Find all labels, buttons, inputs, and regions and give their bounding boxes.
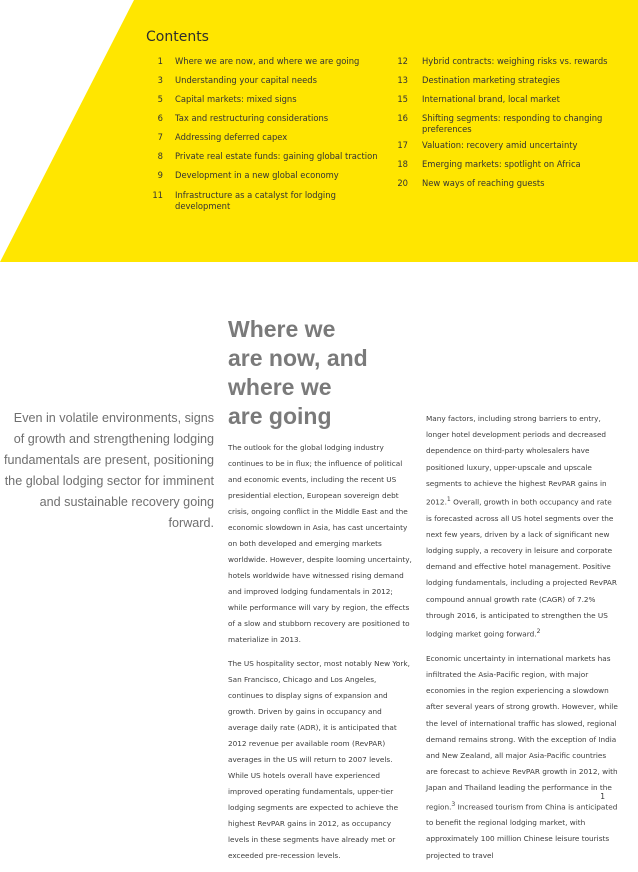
toc-entry[interactable] <box>388 113 620 135</box>
toc-title: International brand, local market <box>422 94 560 104</box>
toc-page-number: 20 <box>397 178 408 188</box>
toc-page-number: 11 <box>152 190 163 200</box>
article-paragraph <box>426 411 618 643</box>
toc-title: Tax and restructuring considerations <box>175 113 329 123</box>
footnote-ref: 3 <box>451 800 456 808</box>
contents-title: Contents <box>146 29 209 45</box>
toc-title: Private real estate funds: gaining global traction <box>175 151 378 161</box>
toc-title: New ways of reaching guests <box>422 178 545 188</box>
article-middle-column <box>228 440 413 872</box>
toc-entry[interactable] <box>140 151 380 162</box>
toc-page-number: 6 <box>157 113 163 123</box>
toc-title: Understanding your capital needs <box>175 75 317 85</box>
toc-page-number: 7 <box>157 132 163 142</box>
toc-entry[interactable] <box>140 113 380 124</box>
toc-title: Emerging markets: spotlight on Africa <box>422 159 581 169</box>
toc-page-number: 17 <box>397 140 408 150</box>
toc-page-number: 5 <box>157 94 163 104</box>
toc-page-number: 16 <box>397 113 408 123</box>
footnote-ref: 1 <box>446 496 451 504</box>
toc-title: Infrastructure as a catalyst for lodging development <box>175 190 336 211</box>
toc-title: Capital markets: mixed signs <box>175 94 297 104</box>
diagonal-white-corner <box>0 0 134 262</box>
headline-line: are now, and <box>228 345 368 371</box>
toc-entry[interactable] <box>388 140 620 151</box>
article-paragraph: The US hospitality sector, most notably New York, San Francisco, Chicago and Los Angeles, continues to display signs of expansion and growth. Driven by gains in occupancy and average daily rate (ADR), it is anticipated that 2012 revenue per available room (RevPAR) averages in the US will return to 2007 levels. While US hotels overall have experienced improved operating fundamentals, upper-tier lodging segments are expected to achieve the highest RevPAR gains in 2012, as occupancy levels in these segments have already met or exceeded pre-recession levels. <box>228 659 410 860</box>
toc-title: Shifting segments: responding to changing preferences <box>422 113 603 134</box>
article-paragraph <box>426 651 618 864</box>
article-right-column <box>426 411 618 872</box>
toc-entry[interactable] <box>140 94 380 105</box>
toc-entry[interactable] <box>388 178 620 189</box>
toc-entry[interactable] <box>388 94 620 105</box>
footnote-ref: 2 <box>536 628 541 636</box>
toc-title: Destination marketing strategies <box>422 75 560 85</box>
toc-title: Hybrid contracts: weighing risks vs. rewards <box>422 56 608 66</box>
toc-title: Addressing deferred capex <box>175 132 288 142</box>
headline-line: Where we <box>228 316 336 342</box>
toc-entry[interactable] <box>140 75 380 86</box>
paragraph-text: Economic uncertainty in international markets has infiltrated the Asia-Pacific region, with major economies in the region experiencing a slowdown after several years of strong growth. However, while the level of international traffic has slowed, regional demand remains strong. With the exception of India and New Zealand, all major Asia-Pacific countries are forecast to achieve RevPAR growth in 2012, with Japan and Thailand leading the performance in the region. <box>426 653 618 811</box>
paragraph-text: Overall, growth in both occupancy and rate is forecasted across all US hotel segments over the next few years, driven by a lack of significant new lodging supply, a recovery in leisure and corporate demand and effective hotel management. Positive lodging fundamentals, including a projected RevPAR compound annual growth rate (CAGR) of 7.2% through 2016, is anticipated to strengthen the US lodging market going forward. <box>426 497 617 639</box>
article-paragraph: The outlook for the global lodging industry continues to be in flux; the influence of political and economic events, including the recent US presidential election, European sovereign debt crisis, ongoing conflict in the Middle East and the economic slowdown in Asia, has cast uncertainty on both developed and emerging markets worldwide. However, despite looming uncertainty, hotels worldwide have witnessed rising demand and improved lodging fundamentals in 2012; while performance will vary by region, the effects of a slow and stubborn recovery are positioned to materialize in 2013. <box>228 443 412 644</box>
toc-entry[interactable] <box>388 56 620 67</box>
page-number: 1 <box>600 792 605 801</box>
toc-title: Development in a new global economy <box>175 170 339 180</box>
toc-entry[interactable] <box>388 75 620 86</box>
toc-entry[interactable] <box>140 56 380 67</box>
pull-quote: Even in volatile environments, signs of growth and strengthening lodging fundamentals are present, positioning the global lodging sector for imminent and sustainable recovery going forward. <box>3 411 214 530</box>
paragraph-text: Many factors, including strong barriers to entry, longer hotel development periods and decreased dependence on third-party wholesalers have positioned luxury, upper-upscale and upscale segments to achieve the highest RevPAR gains in 2012. <box>426 414 607 507</box>
paragraph-text: Increased tourism from China is anticipated to benefit the regional lodging market, with approximately 100 million Chinese leisure tourists projected to travel <box>426 801 618 860</box>
toc-page-number: 15 <box>397 94 408 104</box>
toc-entry[interactable] <box>140 190 380 212</box>
toc-page-number: 18 <box>397 159 408 169</box>
headline-line: are going <box>228 403 332 429</box>
toc-page-number: 13 <box>397 75 408 85</box>
toc-entry[interactable] <box>140 170 380 181</box>
toc-page-number: 9 <box>157 170 163 180</box>
toc-page-number: 8 <box>157 151 163 161</box>
toc-title: Valuation: recovery amid uncertainty <box>422 140 578 150</box>
toc-page-number: 3 <box>157 75 163 85</box>
toc-entry[interactable] <box>388 159 620 170</box>
toc-page-number: 12 <box>397 56 408 66</box>
headline-line: where we <box>228 374 332 400</box>
toc-title: Where we are now, and where we are going <box>175 56 360 66</box>
toc-entry[interactable] <box>140 132 380 143</box>
toc-page-number: 1 <box>157 56 163 66</box>
article-headline <box>228 315 368 431</box>
